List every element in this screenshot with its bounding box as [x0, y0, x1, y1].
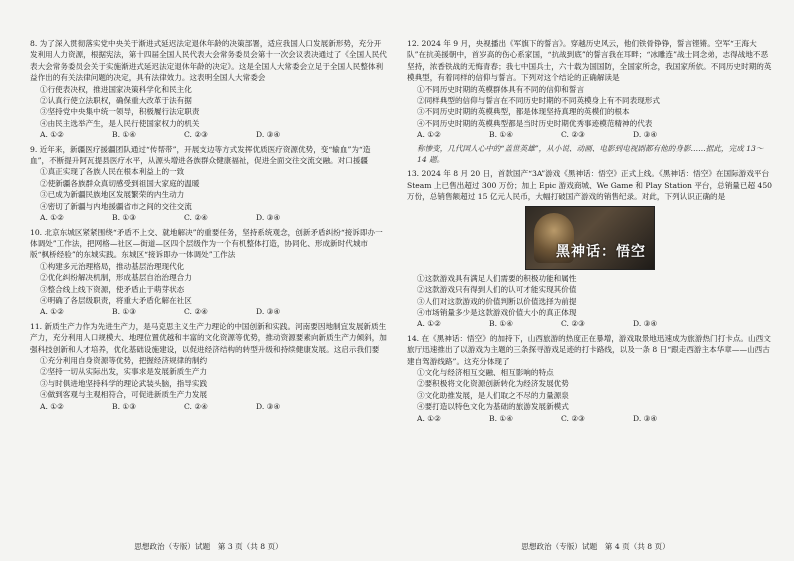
choice-a: A. ①② [40, 307, 64, 317]
option: ①构建多元治理格局，推动基层治理现代化 [40, 261, 185, 271]
answer-choices [40, 212, 387, 223]
page-footer: 思想政治（专版）试题 第 4 页（共 8 页） [521, 541, 670, 551]
answer-choices [40, 129, 387, 140]
option: ③与时俱进地坚持科学的理论武装头脑，指导实践 [40, 378, 208, 388]
question-12 [407, 38, 772, 165]
question-9 [30, 144, 387, 224]
option: ④要打造以特色文化为基础的旅游发展新模式 [417, 402, 569, 412]
question-11 [30, 321, 387, 412]
choice-c: C. ②③ [561, 413, 585, 423]
choice-c: C. ②③ [561, 319, 585, 329]
option: ③不同历史时期的英模典型，都是体现坚持真理的英模们的根本 [417, 107, 630, 117]
choice-d: D. ③④ [633, 413, 658, 423]
question-stem: 12. 2024 年 9 月，央视播出《军旗下的誓言》。穿越历史风云，他们铁骨铮铮，誓言铿锵。空军“王海大队”在抗美援朝中，首岁高的伤心系家国，“抗战到底”的誓言我在耳畔；“冰雕连”战士同念弟，志得战地不恶坚持，浓香铁战的无悔青春；我七中国兵士，六十载为国国防，全国家所念，我国家所依。不同历史时期的英模典型，有着同样的信仰与誓言。下列对这个结论的正确解读是 [407, 39, 772, 83]
question-stem: 13. 2024 年 8 月 20 日，首款国产“3A”游戏《黑神话：悟空》正式上线。《黑神话：悟空》在国际游戏平台 Steam 上已售出超过 300 万份；加上 Epic 游戏商城、We Game 和 Play Station 平台，总销量已超 450 万份，总销售额超过 15 亿元人民币，大幅打破国产游戏的销售纪录。对此，下列认识正确的是 [407, 169, 772, 202]
choice-b: B. ①④ [489, 130, 514, 140]
choice-a: A. ①② [40, 213, 64, 223]
answer-choices [40, 401, 387, 412]
choice-c: C. ②④ [184, 307, 208, 317]
option: ④明确了各层级职责，将重大矛盾化解在社区 [40, 295, 192, 305]
question-stem: 11. 新质生产力作为先进生产力，是马克思主义生产力理论的中国创新和实践。河南要因地制宜发展新质生产力，充分利用人口规模大、地理位置优越和丰富的文化资源等优势，推动资源要素向新质生产力倾斜，加强科技创新和人才培养，优化基础设施建设，以促进经济结构的转型升级和持续健康发展。这启示我们要 [30, 321, 387, 354]
option: ③文化助推发展，是人们取之不尽的力量源泉 [417, 390, 569, 400]
question-8 [30, 38, 387, 141]
choice-a: A. ①② [40, 130, 64, 140]
option: ③整合线上线下资源，使矛盾止于萌芽状态 [40, 284, 185, 294]
answer-choices [417, 318, 772, 329]
option: ②认真行使立法职权，确保重大改革于法有据 [40, 96, 192, 106]
page-right [397, 0, 794, 561]
option: ②坚持一切从实际出发，实事求是发展新质生产力 [40, 367, 208, 377]
choice-a: A. ①② [40, 401, 64, 411]
choice-a: A. ①② [417, 413, 441, 423]
option: ①充分利用自身资源等优势，把握经济规律的制约 [40, 355, 208, 365]
answer-choices [40, 306, 387, 317]
answer-choices [417, 413, 772, 424]
choice-d: D. ③④ [633, 130, 658, 140]
choice-d: D. ③④ [256, 307, 281, 317]
question-stem: 10. 北京东城区紧紧围绕“矛盾不上交、就地解决”的重要任务，坚持系统观念，创新矛盾纠纷“接诉即办一体调处”工作法，把网格—社区—街道—区四个层级作为一个有机整体打造，协同化、形成新时代城市版“枫桥经验”的东城实践。东城区“接诉即办一体调处”工作法 [30, 227, 383, 260]
choice-d: D. ③④ [256, 401, 281, 411]
option: ②这款游戏只有得到人们的认可才能实现其价值 [417, 285, 577, 295]
game-cover-image [525, 206, 655, 270]
option: ③坚持党中央集中统一领导，积极履行法定职责 [40, 107, 200, 117]
option: ①这款游戏具有满足人们需要的积极功能和属性 [417, 273, 577, 283]
option: ②同样典型的信仰与誓言在不同历史时期的不同英模身上有不同表现形式 [417, 96, 660, 106]
choice-b: B. ①③ [112, 307, 137, 317]
option: ①文化与经济相互交融、相互影响的特点 [417, 367, 554, 377]
option: ④由民主选举产生，是人民行使国家权力的机关 [40, 118, 200, 128]
question-stem: 9. 近年来，新疆医疗援疆团队通过“传帮带”，开展支边等方式发挥优质医疗资源优势，变“输血”为“造血”，不断提升阿瓦提县医疗水平，从源头增进各族群众健康福祉，促进全面交往交流交融。对口援疆 [30, 144, 371, 166]
choice-b: B. ①③ [112, 213, 137, 223]
option: ③已成为新疆民族地区发展繁荣的内生动力 [40, 190, 185, 200]
choice-c: C. ②③ [561, 130, 585, 140]
question-stem: 14. 在《黑神话：悟空》的加持下，山西旅游的热度正在暴增，游戏取景地迅速成为旅游热门打卡点。山西文旅厅迅速推出了以游戏为主题的三条探寻游戏足迹的打卡路线，以及一条 8 日“跟走西游主本华章——山西古建自驾游线路”。这充分体现了 [407, 333, 771, 366]
option: ④密切了新疆与内地援疆省市之间的交往交流 [40, 201, 192, 211]
choice-b: B. ①④ [112, 130, 137, 140]
option: ④做到客观与主观相符合，可促进新质生产力发展 [40, 390, 208, 400]
option: ④市场销量多少是这款游戏价值大小的真正体现 [417, 307, 577, 317]
choice-b: B. ①④ [489, 319, 514, 329]
choice-a: A. ①② [417, 319, 441, 329]
option: ②优化纠纷解决机制，形成基层自治治理合力 [40, 273, 192, 283]
question-10 [30, 227, 387, 318]
choice-b: B. ①③ [112, 401, 137, 411]
choice-c: C. ②③ [184, 130, 208, 140]
page-footer: 思想政治（专版）试题 第 3 页（共 8 页） [134, 541, 283, 551]
question-14 [407, 333, 772, 424]
option: ④不同历史时期的英模典型都是当时历史时期优秀事迹模范精神的代表 [417, 118, 653, 128]
choice-d: D. ③④ [633, 319, 658, 329]
option: ①不同历史时期的英模群体具有不同的信仰和誓言 [417, 84, 585, 94]
shared-intro-text: 称惨变，几代国人心中的“盖世英雄”，从小说、动画、电影到电视剧都有他的身影……据此，完成 13～14 题。 [417, 143, 764, 165]
choice-c: C. ②④ [184, 401, 208, 411]
choice-d: D. ③④ [256, 130, 281, 140]
choice-c: C. ②④ [184, 213, 208, 223]
option: ①真正实现了各族人民在根本利益上的一致 [40, 167, 185, 177]
option: ②使新疆各族群众真切感受到祖国大家庭的温暖 [40, 178, 200, 188]
choice-b: B. ①④ [489, 413, 514, 423]
question-stem: 8. 为了深入贯彻落实党中央关于渐进式延迟法定退休年龄的决策部署，适应我国人口发展新形势，充分开发利用人力资源，根据宪法，第十四届全国人民代表大会常务委员会第十一次会议表决通过了《全国人民代表大会常务委员会关于实施渐进式延迟法定退休年龄的决定》。这是全国人大常委会立足于全国人民整体利益作出的有关法律问题的决定，具有法律效力。这表明全国人大常委会 [30, 39, 387, 83]
option: ①行使表决权，推进国家决策科学化和民主化 [40, 84, 192, 94]
game-title: 黑神话：悟空 [556, 244, 646, 261]
answer-choices [417, 129, 772, 140]
option: ③人们对这款游戏的价值判断以价值选择为前提 [417, 296, 577, 306]
question-13 [407, 168, 772, 329]
option: ②要积极将文化资源创新转化为经济发展优势 [417, 379, 569, 389]
choice-d: D. ③④ [256, 213, 281, 223]
choice-a: A. ①② [417, 130, 441, 140]
